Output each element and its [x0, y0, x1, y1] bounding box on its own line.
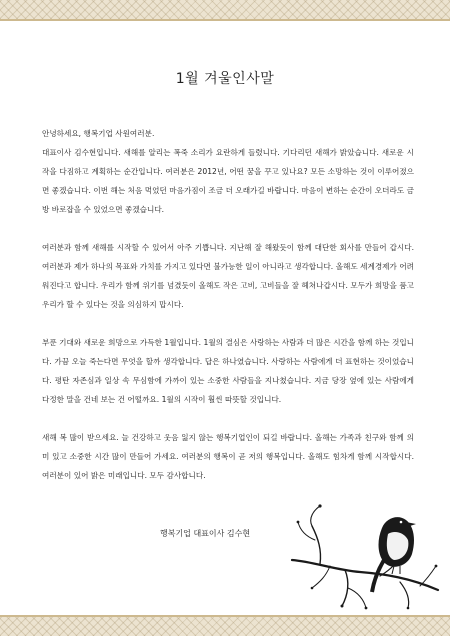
paragraph-1: 대표이사 김수현입니다. 새해를 알리는 폭죽 소리가 요란하게 들렸니다. 기다리던 새해가 밝았습니다. 새로운 시작을 다짐하고 계획하는 순간입니다. 여러분은 2012년, 어떤 꿈을 꾸고 있나요? 모든 소망하는 것이 이루어졌으면 좋겠습니다. 이번 해는 처음 먹었던 마음가짐이 조금 더 오래가길 바랍니다. 마음이 변하는 순간이 오더라도 금방 바로잡을 수 있었으면 좋겠습니다.: [42, 148, 414, 214]
paragraph-4: 새해 복 많이 받으세요. 늘 건강하고 웃음 잃지 않는 행복기업인이 되길 바랍니다. 올해는 가족과 친구와 함께 의미 있고 소중한 시간 많이 만들어 가세요. 여러분의 행복이 곧 저의 행복입니다. 올해도 힘차게 함께 시작합시다. 여러분이 있어 밝은 미래입니다. 모두 감사합니다.: [42, 433, 414, 480]
page-title: 1월 겨울인사말: [175, 71, 275, 87]
bud-icon: [297, 504, 438, 609]
top-pattern-band: [0, 0, 450, 21]
greeting-line: 안녕하세요, 행복기업 사원여러분.: [42, 129, 155, 138]
branch-icon: [292, 506, 438, 608]
bird-on-branch-illustration: [290, 500, 440, 610]
signature: 행복기업 대표이사 김수현: [160, 529, 251, 538]
paragraph-3: 부푼 기대와 새로운 희망으로 가득한 1월입니다. 1월의 결심은 사랑하는 사람과 더 많은 시간을 함께 하는 것입니다. 가끔 오늘 죽는다면 무엇을 할까 생각합니다. 답은 하나였습니다. 사랑하는 사람에게 더 표현하는 것이었습니다. 평탄 자존심과 일상 속 무심함에 가까이 있는 소중한 사람들을 지나쳤습니다. 지금 당장 옆에 있는 사람에게 다정한 말을 건네 보는 건 어떨까요. 1월의 시작이 훨씬 따뜻할 것입니다.: [42, 338, 414, 404]
paragraph-2: 여러분과 함께 새해를 시작할 수 있어서 아주 기쁩니다. 지난해 잘 해왔듯이 함께 대단한 회사를 만들어 갑시다. 여러분과 제가 하나의 목표와 가치를 가지고 있다면 불가능한 일이 아니라고 생각합니다. 올해도 세계경제가 어려워진다고 합니다. 우리가 함께 위기를 넘겼듯이 올해도 작은 고비, 고비들을 잘 헤쳐나갑시다. 모두가 희망을 품고 우리가 할 수 있다는 것을 의심하지 맙시다.: [42, 243, 414, 309]
bottom-pattern-band: [0, 615, 450, 636]
letter-body: [42, 124, 414, 504]
